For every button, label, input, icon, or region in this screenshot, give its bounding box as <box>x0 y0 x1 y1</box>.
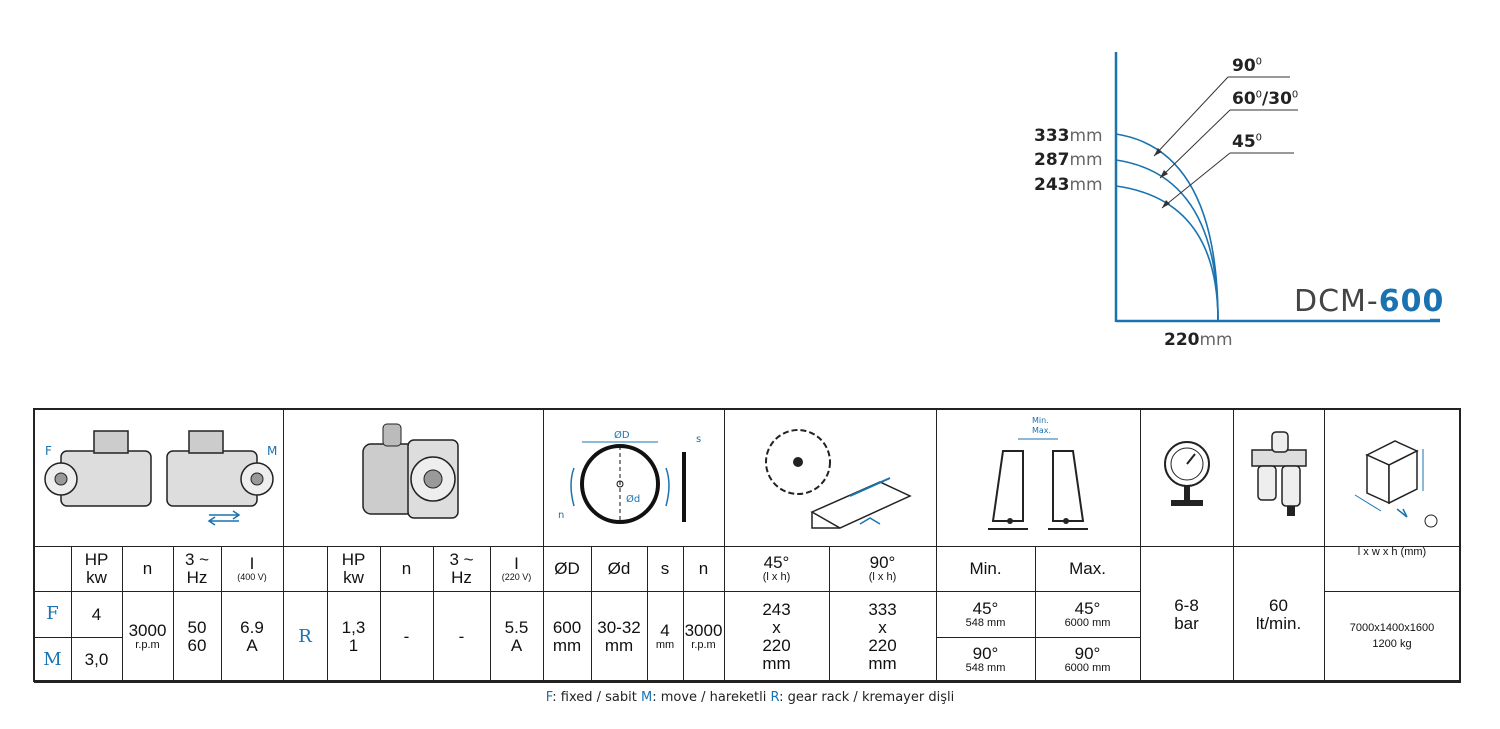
hdr-rack-hp: HP kw <box>327 547 380 592</box>
hdr-cut-45: 45° (l x h) <box>724 547 829 592</box>
hdr-rack-empty <box>283 547 327 592</box>
model-name: DCM-600 <box>1294 284 1445 319</box>
leader-60-diag <box>1160 110 1230 178</box>
min-45: 45° 548 mm <box>936 592 1035 638</box>
svg-text:ØD: ØD <box>613 429 630 441</box>
footnote-m-key: M <box>641 690 653 705</box>
spec-table <box>33 408 1461 683</box>
blade-speed: 3000 r.p.m <box>683 592 724 683</box>
hdr-motor-hz: 3 ~ Hz <box>173 547 221 592</box>
height-243-label: 243mm <box>1034 175 1103 195</box>
curve-243 <box>1116 186 1218 321</box>
saw-cutting-icon <box>740 416 920 536</box>
footnote-r-key: R <box>770 690 780 705</box>
row-r-letter: R <box>283 592 327 683</box>
svg-text:Min.: Min. <box>1032 415 1049 425</box>
air-filter-icon <box>1244 426 1314 526</box>
hdr-rack-n: n <box>380 547 433 592</box>
svg-text:n: n <box>557 509 564 521</box>
icon-f-label: F <box>44 443 52 458</box>
rack-n: - <box>380 592 433 683</box>
motor-n: 3000 r.p.m <box>122 592 173 683</box>
pressure-gauge-icon <box>1157 436 1217 516</box>
hdr-motor-n: n <box>122 547 173 592</box>
hdr-motor-i: I (400 V) <box>221 547 283 592</box>
svg-text:s: s <box>695 433 701 445</box>
max-45: 45° 6000 mm <box>1035 592 1140 638</box>
footnote-f-key: F <box>545 690 553 705</box>
footnote-r-text: : gear rack / kremayer dişli <box>779 690 955 705</box>
hdr-blade-s: s <box>647 547 683 592</box>
motor-hp-m: 3,0 <box>71 638 122 683</box>
height-333-label: 333mm <box>1034 126 1103 146</box>
cutting-capacity-diagram <box>1020 40 1480 360</box>
icon-m-label: M <box>266 443 277 458</box>
width-220-label: 220mm <box>1164 330 1233 350</box>
motor-hz: 50 60 <box>173 592 221 683</box>
curve-287 <box>1116 160 1218 321</box>
rack-motor-icon-cell <box>283 409 543 547</box>
hdr-cut-90: 90° (l x h) <box>829 547 936 592</box>
rack-hp: 1,3 1 <box>327 592 380 683</box>
footnote-f-text: : fixed / sabit <box>552 690 641 705</box>
max-90: 90° 6000 mm <box>1035 638 1140 683</box>
machine-box-icon <box>1337 421 1447 531</box>
pressure-icon-cell <box>1140 409 1233 547</box>
hdr-rack-i: I (220 V) <box>490 547 543 592</box>
legend-footnote <box>0 690 1500 705</box>
leader-90-diag <box>1154 77 1228 156</box>
motor-icon-cell <box>34 409 283 547</box>
footnote-m-text: : move / hareketli <box>652 690 771 705</box>
cut-90-capacity: 333 x 220 mm <box>829 592 936 683</box>
hdr-motor-hp: HP kw <box>71 547 122 592</box>
angle-60-30-label: $60^0/30^0$ <box>1232 89 1299 109</box>
min-max-icon-cell <box>936 409 1140 547</box>
hdr-max: Max. <box>1035 547 1140 592</box>
hdr-blade-od: ØD <box>543 547 591 592</box>
hdr-dims: l x w x h (mm) <box>1324 547 1460 592</box>
row-m-letter: M <box>34 638 71 683</box>
blade-diameter: 600 mm <box>543 592 591 683</box>
cutting-icon-cell <box>724 409 936 547</box>
air-pressure-cell: 6-8 bar <box>1140 547 1233 683</box>
spindle-motors-icon <box>39 421 279 531</box>
blade-icon-cell <box>543 409 724 547</box>
blade-dimensions-icon <box>544 416 724 536</box>
blade-bore: 30-32 mm <box>591 592 647 683</box>
svg-text:Max.: Max. <box>1032 425 1052 435</box>
hdr-min: Min. <box>936 547 1035 592</box>
min-max-length-icon <box>948 411 1128 541</box>
cut-45-capacity: 243 x 220 mm <box>724 592 829 683</box>
motor-current: 6.9 A <box>221 592 283 683</box>
svg-text:Ød: Ød <box>625 493 640 505</box>
filter-icon-cell <box>1233 409 1324 547</box>
hdr-blade-n: n <box>683 547 724 592</box>
motor-hp-f: 4 <box>71 592 122 638</box>
blade-thickness: 4 mm <box>647 592 683 683</box>
rack-current: 5.5 A <box>490 592 543 683</box>
angle-45-label: $45^0$ <box>1232 132 1263 152</box>
corner-cell <box>34 547 71 592</box>
hdr-rack-hz: 3 ~ Hz <box>433 547 490 592</box>
servo-motor-icon <box>353 416 473 536</box>
height-287-label: 287mm <box>1034 150 1103 170</box>
air-flow-cell: 60 lt/min. <box>1233 547 1324 683</box>
dims-weight: 7000x1400x1600 1200 kg <box>1324 592 1460 683</box>
dimensions-icon-cell <box>1324 409 1460 547</box>
angle-90-label: $90^0$ <box>1232 56 1263 76</box>
hdr-blade-sd: Ød <box>591 547 647 592</box>
row-f-letter: F <box>34 592 71 638</box>
rack-hz: - <box>433 592 490 683</box>
min-90: 90° 548 mm <box>936 638 1035 683</box>
